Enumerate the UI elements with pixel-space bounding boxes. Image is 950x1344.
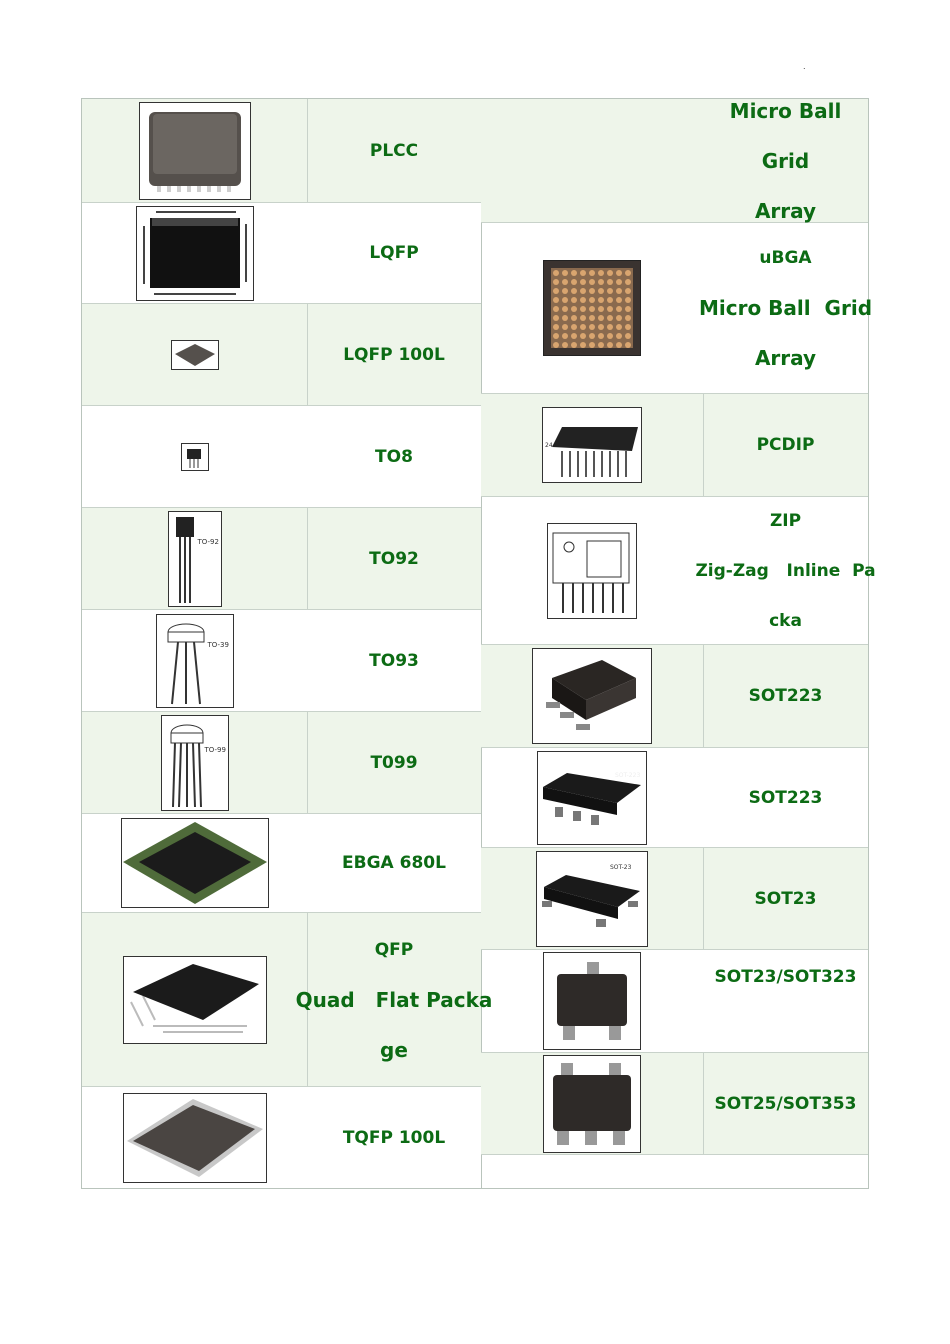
sot25-sot353-icon — [543, 1055, 641, 1153]
image-caption: TO-39 — [207, 640, 229, 649]
image-caption: SOT-223 — [615, 771, 641, 779]
image-caption: TO-92 — [197, 537, 219, 546]
table-row — [82, 610, 481, 712]
table-row — [481, 748, 868, 848]
package-label: Quad Flat Packa — [295, 987, 493, 1012]
ic-package-table — [81, 98, 876, 1189]
table-row — [82, 99, 481, 203]
table-row — [481, 99, 868, 223]
table-row — [481, 645, 868, 748]
tqfp-chip-icon — [123, 1093, 267, 1183]
table-row — [82, 1087, 481, 1188]
sot23-sot323-icon — [543, 952, 641, 1050]
to93-transistor-icon — [156, 614, 234, 708]
table-row — [481, 497, 876, 645]
package-label: SOT23/SOT323 — [714, 967, 857, 987]
package-label: LQFP — [369, 243, 419, 263]
package-label: TO8 — [375, 446, 413, 467]
image-caption: 24 — [545, 442, 553, 449]
plcc-chip-icon — [139, 102, 251, 200]
table-row — [481, 950, 868, 1053]
package-label: SOT25/SOT353 — [714, 1093, 857, 1114]
package-label: T099 — [370, 752, 418, 773]
package-label: cka — [769, 610, 802, 631]
package-label: Zig-Zag Inline Pa — [695, 560, 876, 581]
table-row — [481, 848, 868, 950]
left-column — [82, 99, 493, 1188]
to8-transistor-icon — [181, 443, 209, 471]
package-label: SOT23 — [754, 888, 817, 909]
sot223-icon — [532, 648, 652, 744]
table-row — [481, 394, 868, 497]
table-row — [481, 223, 873, 394]
ebga-chip-icon — [121, 818, 269, 908]
table-row — [82, 814, 481, 913]
zip-package-icon — [547, 523, 637, 619]
image-caption: TO-99 — [204, 745, 226, 754]
package-label: SOT223 — [748, 686, 823, 706]
package-label: Micro Ball Grid — [699, 296, 873, 320]
package-label: PLCC — [369, 140, 419, 161]
package-label: TO92 — [369, 548, 419, 569]
ubga-chip-icon — [543, 260, 641, 356]
package-label: Array — [754, 198, 817, 223]
package-label: LQFP 100L — [343, 344, 445, 365]
package-label: TQFP 100L — [342, 1127, 446, 1148]
pcdip-chip-icon — [542, 407, 642, 483]
package-label: ZIP — [769, 510, 802, 531]
lqfp-chip-icon — [136, 206, 254, 301]
table-row — [481, 1053, 868, 1155]
table-row — [82, 304, 481, 406]
qfp-chip-icon — [123, 956, 267, 1044]
corner-mark: . — [803, 62, 806, 71]
package-label: Micro Ball Grid — [729, 98, 842, 173]
package-label: QFP — [374, 939, 414, 960]
package-label: Array — [754, 346, 817, 370]
package-label: ge — [380, 1037, 408, 1062]
package-label: PCDIP — [756, 435, 815, 455]
right-column — [481, 98, 876, 1188]
table-row — [82, 913, 493, 1087]
sot223-alt-icon — [537, 751, 647, 845]
table-row — [82, 508, 481, 610]
table-row — [82, 712, 481, 814]
package-label: TO93 — [369, 650, 419, 671]
image-caption: SOT-23 — [610, 863, 632, 871]
table-row — [481, 1155, 868, 1188]
to92-transistor-icon — [168, 511, 222, 607]
package-label: SOT223 — [748, 787, 823, 808]
package-label: uBGA — [759, 248, 812, 268]
package-label: EBGA 680L — [342, 853, 446, 873]
sot23-icon — [536, 851, 648, 947]
to99-transistor-icon — [161, 715, 229, 811]
table-row — [82, 406, 481, 508]
lqfp100-chip-icon — [171, 340, 219, 370]
table-row — [82, 203, 481, 304]
